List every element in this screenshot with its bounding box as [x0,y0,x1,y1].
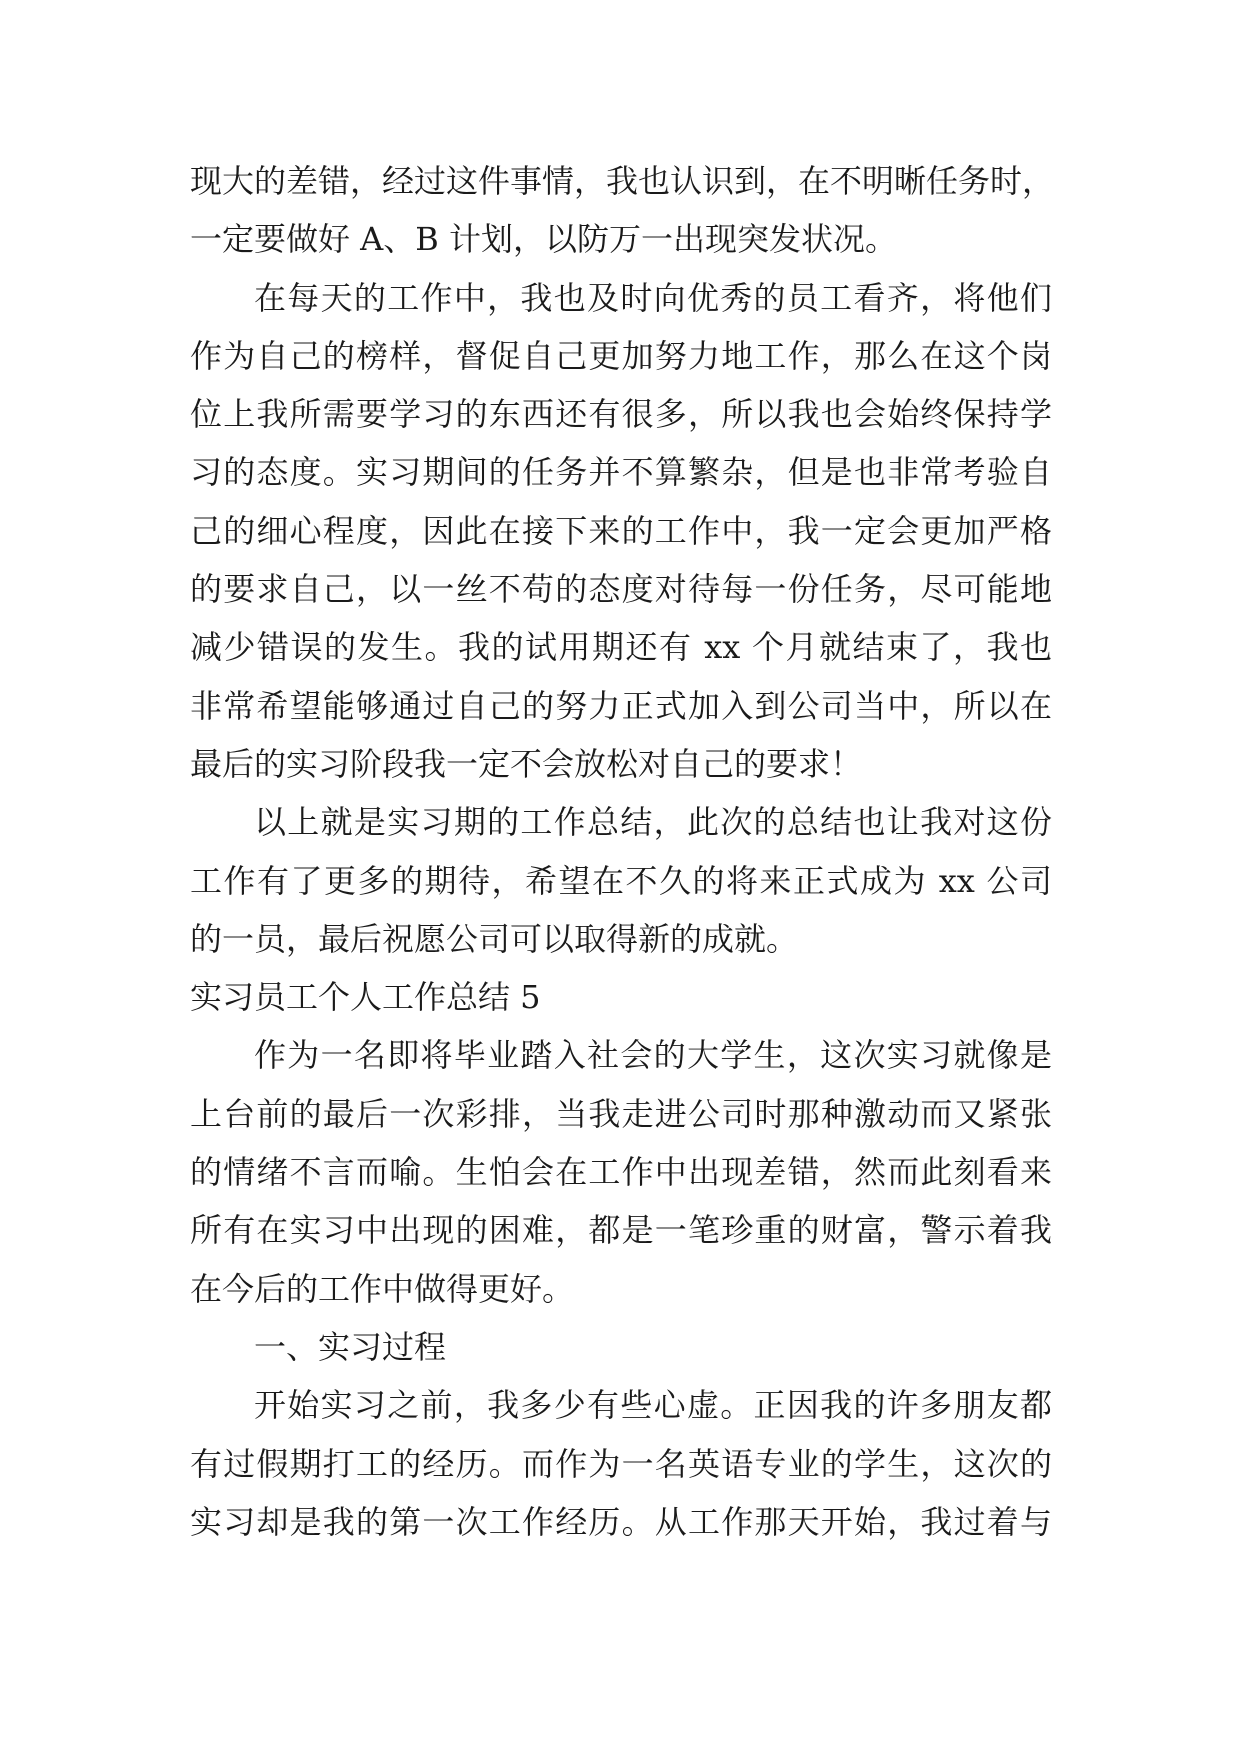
text-line: 上台前的最后一次彩排，当我走进公司时那种激动而又紧张 [190,1094,1052,1133]
text-line: 非常希望能够通过自己的努力正式加入到公司当中，所以在 [190,686,1052,725]
text-line: 的要求自己，以一丝不苟的态度对待每一份任务，尽可能地 [190,570,1052,609]
text-line: 减少错误的发生。我的试用期还有 xx 个月就结束了，我也 [190,628,1052,667]
text-line: 工作有了更多的期待，希望在不久的将来正式成为 xx 公司 [190,861,1052,900]
text-line: 所有在实习中出现的困难，都是一笔珍重的财富，警示着我 [190,1211,1052,1250]
text-line: 的一员，最后祝愿公司可以取得新的成就。 [190,919,799,958]
text-line: 现大的差错，经过这件事情，我也认识到，在不明晰任务时， [190,162,1055,200]
text-line: 己的细心程度，因此在接下来的工作中，我一定会更加严格 [190,511,1052,550]
text-line: 在今后的工作中做得更好。 [190,1269,575,1308]
paragraph-start: 开始实习之前，我多少有些心虚。正因我的许多朋友都 [254,1386,1052,1425]
section-heading: 实习员工个人工作总结 5 [190,978,541,1017]
subsection-heading: 一、实习过程 [254,1327,447,1366]
text-line: 实习却是我的第一次工作经历。从工作那天开始，我过着与 [190,1502,1052,1541]
paragraph-start: 在每天的工作中，我也及时向优秀的员工看齐，将他们 [254,278,1052,317]
text-line: 最后的实习阶段我一定不会放松对自己的要求！ [190,744,863,783]
document-page [190,155,1055,1554]
text-line: 有过假期打工的经历。而作为一名英语专业的学生，这次的 [190,1444,1052,1483]
text-line: 位上我所需要学习的东西还有很多，所以我也会始终保持学 [190,395,1052,434]
text-line: 习的态度。实习期间的任务并不算繁杂，但是也非常考验自 [190,453,1052,492]
text-line: 作为自己的榜样，督促自己更加努力地工作，那么在这个岗 [190,336,1052,375]
text-line: 一定要做好 A、B 计划，以防万一出现突发状况。 [190,220,897,259]
text-line: 的情绪不言而喻。生怕会在工作中出现差错，然而此刻看来 [190,1153,1052,1192]
paragraph-start: 作为一名即将毕业踏入社会的大学生，这次实习就像是 [254,1036,1052,1075]
paragraph-start: 以上就是实习期的工作总结，此次的总结也让我对这份 [254,803,1052,842]
